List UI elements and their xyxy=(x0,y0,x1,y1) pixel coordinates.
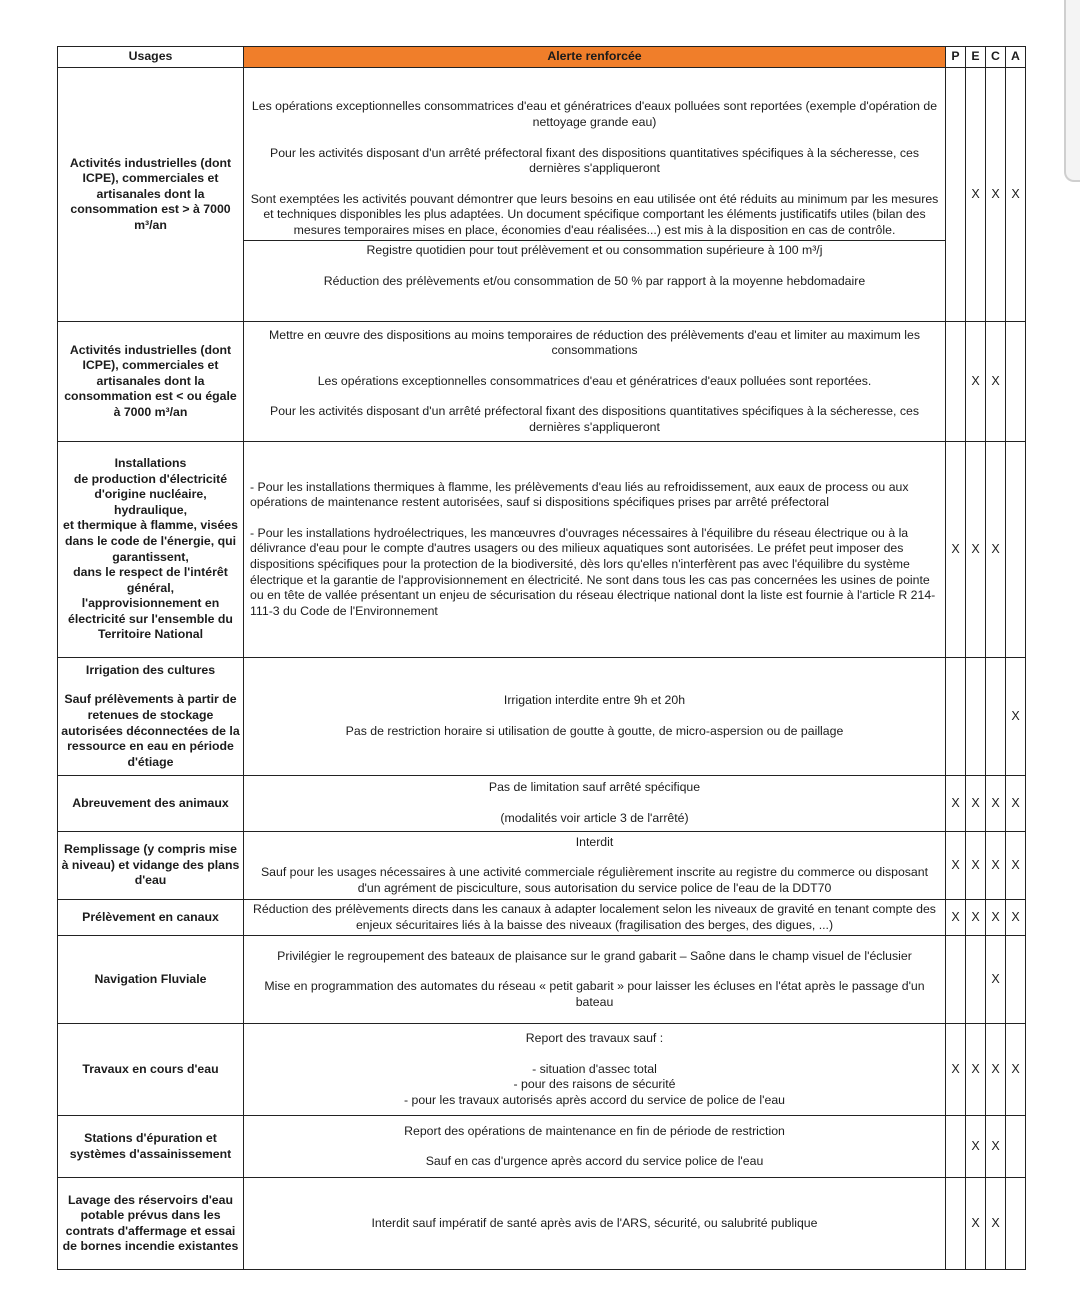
measure-block xyxy=(244,691,945,741)
flag-c-cell: X xyxy=(986,1116,1006,1178)
measure-paragraph: Réduction des prélèvements directs dans les canaux à adapter localement selon les niveaux de gravité en tenant compte des enjeux sécuritaires liés à la baisse des niveaux (fragilisation des berges, des digues, ...) xyxy=(253,902,936,932)
table-row xyxy=(58,776,1026,832)
flag-a-cell xyxy=(1006,1178,1026,1270)
measure-block xyxy=(244,478,945,622)
measure-paragraph: Mise en programmation des automates du réseau « petit gabarit » pour laisser les écluses en l'état après le passage d'un bateau xyxy=(264,979,925,1009)
usage-line xyxy=(60,678,241,692)
measure-blocks xyxy=(244,478,945,622)
flag-c-cell: X xyxy=(986,1178,1006,1270)
flag-a-cell xyxy=(1006,442,1026,658)
usage-cell xyxy=(58,1116,244,1178)
flag-a-cell xyxy=(1006,1116,1026,1178)
measure-cell xyxy=(244,1116,946,1178)
paragraph-gap xyxy=(250,131,939,146)
flag-a-cell: X xyxy=(1006,658,1026,776)
measure-paragraph: Report des travaux sauf : xyxy=(525,1031,664,1045)
paragraph-gap xyxy=(250,389,939,404)
measure-block xyxy=(244,1122,945,1172)
flag-c-cell: X xyxy=(986,322,1006,442)
measure-paragraph: Interdit xyxy=(575,834,614,849)
flag-e-cell xyxy=(966,658,986,776)
measure-block xyxy=(244,326,945,438)
measure-paragraph: Irrigation interdite entre 9h et 20h xyxy=(503,693,686,708)
table-row xyxy=(58,1178,1026,1270)
usage-line: Prélèvement en canaux xyxy=(82,909,219,924)
restriction-table-wrapper xyxy=(57,46,1026,1270)
measure-block xyxy=(244,97,945,240)
flag-a-cell: X xyxy=(1006,776,1026,832)
usage-line: Lavage des réservoirs d'eau potable prévus dans les contrats d'affermage et essai de bornes incendie existantes xyxy=(62,1192,239,1254)
measure-paragraph: Sauf pour les usages nécessaires à une activité commerciale régulièrement inscrite au registre du commerce ou disposant d'un agrément de pisciculture, sous autorisation du service police de l'eau de la DDT70 xyxy=(260,865,929,895)
flag-e-cell: X xyxy=(966,1116,986,1178)
header-flag-c: C xyxy=(986,47,1006,68)
flag-p-cell: X xyxy=(946,832,966,900)
measure-cell xyxy=(244,832,946,900)
usage-cell xyxy=(58,322,244,442)
measure-cell xyxy=(244,322,946,442)
flag-p-cell: X xyxy=(946,776,966,832)
measure-blocks xyxy=(244,326,945,438)
measure-paragraph: Privilégier le regroupement des bateaux de plaisance sur le grand gabarit – Saône dans le champ visuel de l'éclusier xyxy=(277,948,912,963)
flag-e-cell: X xyxy=(966,1178,986,1270)
usage-line: Activités industrielles (dont ICPE), commerciales et artisanales dont la consommation est > à 7000 m³/an xyxy=(69,155,232,232)
flag-e-cell: X xyxy=(966,1024,986,1116)
flag-c-cell xyxy=(986,658,1006,776)
measure-paragraph: Mettre en œuvre des dispositions au moins temporaires de réduction des prélèvements d'eau et limiter au maximum les consommations xyxy=(269,327,920,358)
table-body xyxy=(58,68,1026,1270)
measure-paragraph: Interdit sauf impératif de santé après avis de l'ARS, sécurité, ou salubrité publique xyxy=(371,1215,818,1230)
measure-cell xyxy=(244,900,946,936)
flag-e-cell: X xyxy=(966,776,986,832)
measure-block xyxy=(244,900,945,935)
usage-cell xyxy=(58,936,244,1024)
usage-line: l'approvisionnement en électricité sur l'ensemble du Territoire National xyxy=(68,596,233,642)
measure-block xyxy=(244,240,945,291)
usage-cell xyxy=(58,658,244,776)
flag-a-cell: X xyxy=(1006,832,1026,900)
measure-blocks xyxy=(244,900,945,935)
table-row xyxy=(58,658,1026,776)
flag-e-cell: X xyxy=(966,322,986,442)
table-row xyxy=(58,322,1026,442)
flag-p-cell xyxy=(946,322,966,442)
flag-c-cell: X xyxy=(986,68,1006,322)
paragraph-gap xyxy=(250,1139,939,1154)
flag-c-cell: X xyxy=(986,1024,1006,1116)
usage-cell xyxy=(58,1024,244,1116)
paragraph-gap xyxy=(250,1047,939,1062)
usage-cell xyxy=(58,68,244,322)
flag-c-cell: X xyxy=(986,936,1006,1024)
measure-paragraph: Sont exemptées les activités pouvant démontrer que leurs besoins en eau utilisée ont été réduits au minimum par les mesures et techniques disponibles les plus adaptées. Un document spécifique comportant les éléments justificatifs utiles (bilan des mesures temporaires mises en place, économies d'eau réalisées...) est mis à la disposition en cas de contrôle. xyxy=(250,191,939,237)
measure-paragraph: Pas de limitation sauf arrêté spécifique xyxy=(488,780,701,795)
usage-cell xyxy=(58,776,244,832)
measure-cell xyxy=(244,1024,946,1116)
usage-cell xyxy=(58,442,244,658)
measure-paragraph: (modalités voir article 3 de l'arrêté) xyxy=(500,811,689,825)
usage-cell xyxy=(58,1178,244,1270)
usage-line: Activités industrielles (dont ICPE), commerciales et artisanales dont la consommation est < ou égale à 7000 m³/an xyxy=(64,342,237,419)
page-edge xyxy=(1064,0,1080,182)
header-alert: Alerte renforcée xyxy=(244,47,946,68)
measure-block xyxy=(244,833,945,899)
paragraph-gap xyxy=(250,964,939,979)
flag-c-cell: X xyxy=(986,776,1006,832)
usage-line: de production d'électricité d'origine nucléaire, hydraulique, xyxy=(73,471,228,517)
measure-paragraph: Pour les activités disposant d'un arrêté préfectoral fixant des dispositions quantitatives spécifiques à la sécheresse, ces dernières s'appliqueront xyxy=(270,404,919,434)
measure-paragraph: - situation d'assec total - pour des raisons de sécurité - pour les travaux autorisés après accord du service de police de l'eau xyxy=(403,1061,786,1107)
usage-cell xyxy=(58,900,244,936)
paragraph-gap xyxy=(250,511,939,526)
usage-line: Stations d'épuration et systèmes d'assainissement xyxy=(69,1131,232,1161)
paragraph-gap xyxy=(250,177,939,192)
paragraph-gap xyxy=(250,850,939,865)
measure-block xyxy=(244,1029,945,1110)
flag-p-cell xyxy=(946,1178,966,1270)
measure-cell xyxy=(244,442,946,658)
flag-c-cell: X xyxy=(986,442,1006,658)
measure-paragraph: Pas de restriction horaire si utilisation de goutte à goutte, de micro-aspersion ou de paillage xyxy=(345,724,844,738)
usage-line: Sauf prélèvements à partir de retenues de stockage autorisées déconnectées de la ressource en eau en période d'étiage xyxy=(61,692,240,769)
flag-a-cell: X xyxy=(1006,1024,1026,1116)
measure-blocks xyxy=(244,1122,945,1172)
measure-cell xyxy=(244,776,946,832)
table-row xyxy=(58,832,1026,900)
header-flag-p: P xyxy=(946,47,966,68)
measure-paragraph: Les opérations exceptionnelles consommatrices d'eau et génératrices d'eaux polluées sont reportées (exemple d'opération de nettoyage grande eau) xyxy=(251,99,938,129)
measure-paragraph: Registre quotidien pour tout prélèvement et ou consommation supérieure à 100 m³/j xyxy=(366,243,823,258)
measure-cell xyxy=(244,1178,946,1270)
flag-p-cell xyxy=(946,936,966,1024)
measure-blocks xyxy=(244,1029,945,1110)
measure-paragraph: Pour les activités disposant d'un arrêté préfectoral fixant des dispositions quantitatives spécifiques à la sécheresse, ces dernières s'appliqueront xyxy=(270,145,919,176)
usage-cell xyxy=(58,832,244,900)
measure-paragraph: - Pour les installations hydroélectriques, les manœuvres d'ouvrages nécessaires à l'équilibre du réseau électrique ou à la délivrance d'eau pour le compte d'autres usagers ou des milieux aquatiques sont autorisées. Le préfet peut imposer des dispositions spécifiques pour la protection de la biodiversité, dès lors qu'elles n'interfèrent pas avec l'équilibre du système électrique et la garantie de l'approvisionnement en électricité. Ne sont dans tous les cas pas concernées les usines de pointe ou en tête de vallée présentant un enjeu de sécurisation du réseau électrique national dont la liste est fournie à l'article R 214-111-3 du Code de l'Environnement xyxy=(250,525,936,618)
flag-e-cell xyxy=(966,936,986,1024)
flag-a-cell xyxy=(1006,322,1026,442)
measure-paragraph: Report des opérations de maintenance en fin de période de restriction xyxy=(404,1123,785,1138)
measure-blocks xyxy=(244,833,945,899)
measure-block xyxy=(244,778,945,828)
flag-p-cell: X xyxy=(946,900,966,936)
flag-c-cell: X xyxy=(986,900,1006,936)
measure-paragraph: Réduction des prélèvements et/ou consommation de 50 % par rapport à la moyenne hebdomadaire xyxy=(323,274,866,289)
usage-line: Installations xyxy=(114,455,187,470)
measure-blocks xyxy=(244,947,945,1013)
restriction-table xyxy=(57,46,1026,1270)
flag-a-cell: X xyxy=(1006,900,1026,936)
flag-p-cell: X xyxy=(946,1024,966,1116)
flag-a-cell: X xyxy=(1006,68,1026,322)
measure-block xyxy=(244,1214,945,1234)
usage-line: et thermique à flamme, visées dans le code de l'énergie, qui garantissent, xyxy=(63,518,238,564)
usage-line: Abreuvement des animaux xyxy=(72,795,229,810)
table-row xyxy=(58,442,1026,658)
flag-c-cell: X xyxy=(986,832,1006,900)
header-flag-e: E xyxy=(966,47,986,68)
measure-blocks xyxy=(244,691,945,741)
measure-paragraph: Sauf en cas d'urgence après accord du service police de l'eau xyxy=(425,1154,764,1169)
flag-p-cell xyxy=(946,68,966,322)
flag-p-cell xyxy=(946,1116,966,1178)
flag-e-cell: X xyxy=(966,442,986,658)
measure-paragraph: - Pour les installations thermiques à flamme, les prélèvements d'eau liés au refroidissement, aux eaux de process ou aux opérations de maintenance restent autorisées, sauf si dispositions spécifiques prises par arrêté préfectoral xyxy=(250,479,909,510)
paragraph-gap xyxy=(250,259,939,274)
table-row xyxy=(58,68,1026,322)
paragraph-gap xyxy=(250,359,939,374)
usage-line: Travaux en cours d'eau xyxy=(82,1061,219,1076)
measure-blocks xyxy=(244,778,945,828)
measure-blocks xyxy=(244,1214,945,1234)
usage-line: Navigation Fluviale xyxy=(94,971,207,986)
flag-e-cell: X xyxy=(966,68,986,322)
paragraph-gap xyxy=(250,709,939,724)
usage-line: Remplissage (y compris mise à niveau) et vidange des plans d'eau xyxy=(61,842,240,888)
measure-blocks xyxy=(244,97,945,291)
measure-block xyxy=(244,947,945,1013)
header-usages: Usages xyxy=(58,47,244,68)
flag-a-cell xyxy=(1006,936,1026,1024)
table-row xyxy=(58,1116,1026,1178)
usage-line: Irrigation des cultures xyxy=(85,662,216,677)
header-row xyxy=(58,47,1026,68)
flag-p-cell xyxy=(946,658,966,776)
paragraph-gap xyxy=(250,796,939,811)
measure-cell xyxy=(244,936,946,1024)
usage-line: dans le respect de l'intérêt général, xyxy=(73,565,228,595)
measure-paragraph: Les opérations exceptionnelles consommatrices d'eau et génératrices d'eaux polluées sont reportées. xyxy=(317,373,872,388)
flag-e-cell: X xyxy=(966,832,986,900)
header-flag-a: A xyxy=(1006,47,1026,68)
table-row xyxy=(58,900,1026,936)
table-row xyxy=(58,1024,1026,1116)
flag-e-cell: X xyxy=(966,900,986,936)
table-row xyxy=(58,936,1026,1024)
flag-p-cell: X xyxy=(946,442,966,658)
measure-cell xyxy=(244,658,946,776)
measure-cell xyxy=(244,68,946,322)
